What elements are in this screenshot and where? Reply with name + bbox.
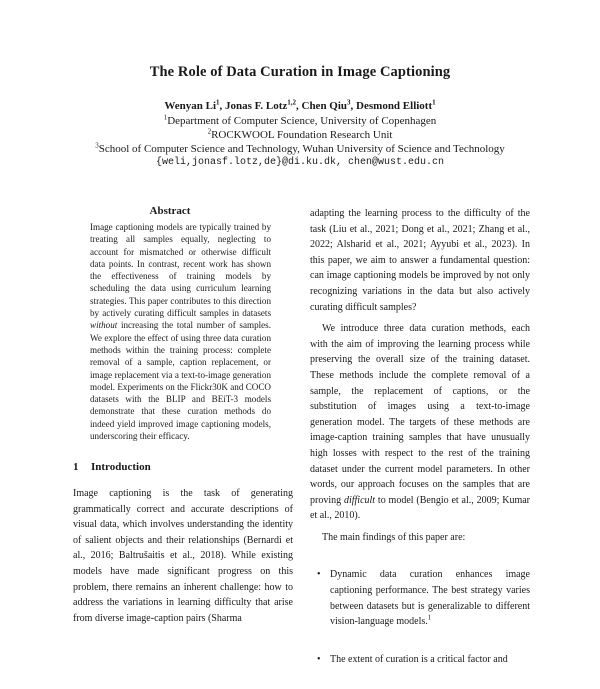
abstract-text xyxy=(90,221,271,442)
abstract-text-part: increasing the total number of samples. We explore the effect of using three data curation methods within the training process: complete removal of a sample, caption replacement, or image replacement via a text-to-image generation model. Experiments on the Flickr30K and COCO datasets with the BLIP and BEiT-3 models demonstrate that these curation methods do indeed yield improved image captioning models, underscoring their efficacy. xyxy=(90,320,271,442)
abstract-emphasis: without xyxy=(90,320,118,331)
author-name: Wenyan Li xyxy=(164,100,216,112)
paragraph-part: We introduce three data curation methods, each with the aim of improving the learning process while preserving the overall size of the training dataset. These methods include the complete removal of a sample, the replacement of captions, or the substitution of images using a text-to-image generation model. The targets of these methods are image-caption training samples that have unusually high losses with respect to the rest of the training dataset under the current model parameters. In other words, our approach focuses on the samples that are proving xyxy=(310,323,530,506)
paper-title: The Role of Data Curation in Image Captioning xyxy=(149,64,451,80)
section-title: Introduction xyxy=(91,461,151,473)
author-affil-mark: 1 xyxy=(216,98,220,107)
author-affil-mark: 1,2 xyxy=(287,98,296,107)
section-number: 1 xyxy=(73,461,79,473)
paragraph-part: to model (Bengio et al., 2009; Kumar et al., 2010). xyxy=(310,494,530,522)
author-list: Wenyan Li$^1$, Jonas F. Lotz$^{1,2}$, Chen Qiu$^3$, Desmond Elliott$^1$ xyxy=(164,98,436,112)
bullet-icon: • xyxy=(317,653,321,665)
affiliation-text: Department of Computer Science, University of Copenhagen xyxy=(167,115,437,127)
finding-item xyxy=(310,652,530,668)
paragraph: adapting the learning process to the difficulty of the task (Liu et al., 2021; Dong et al., 2021; Zhang et al., 2022; Alsharid et al., 2021; Ayyubi et al., 2023). In this paper, we aim to answer a fundamental question: can image captioning models be improved by not only recognizing variations in the data but also actively curating difficult samples? xyxy=(310,208,530,313)
author-emails[interactable]: {weli,jonasf.lotz,de}@di.ku.dk, chen@wust.edu.cn xyxy=(155,157,445,168)
abstract-heading: Abstract xyxy=(149,205,191,217)
affiliation-text: ROCKWOOL Foundation Research Unit xyxy=(211,129,393,141)
section-heading-introduction xyxy=(73,461,151,473)
finding-text: Dynamic data curation enhances image captioning performance. The best strategy varies between datasets but is generalizable to different vision-language models. xyxy=(330,569,530,628)
author-name: Jonas F. Lotz xyxy=(225,100,288,112)
bullet-icon: • xyxy=(317,569,321,581)
paragraph: Image captioning is the task of generating grammatically correct and accurate descriptions of visual data, which involves understanding the identity of salient objects and their relationships (Bernardi et al., 2016; Baltrušaitis et al., 2018). While existing models have made significant progress on this problem, there remains an inherent challenge: how to address the variations in learning difficulty that arise from diverse image-caption pairs (Sharma xyxy=(73,488,293,624)
author-affil-mark: 3 xyxy=(347,98,351,107)
author-affil-mark: 1 xyxy=(432,98,436,107)
author-name: Desmond Elliott xyxy=(356,100,433,112)
affiliation xyxy=(0,143,600,155)
introduction-text xyxy=(73,486,293,626)
affiliation xyxy=(0,115,600,127)
affiliation-mark: 3 xyxy=(95,141,99,150)
author-name: Chen Qiu xyxy=(301,100,348,112)
right-column xyxy=(310,206,530,689)
affiliation-mark: 1 xyxy=(163,113,168,122)
abstract-text-part: Image captioning models are typically trained by treating all samples equally, neglecting to account for mismatched or otherwise difficult data points. In contrast, recent work has shown the effectiveness of training models by scheduling the data using curriculum learning strategies. This paper contributes to this direction by actively curating difficult samples in datasets xyxy=(90,222,271,319)
affiliation-mark: 2 xyxy=(207,127,212,136)
finding-item xyxy=(310,567,530,629)
findings-list xyxy=(310,567,530,667)
finding-text: The extent of curation is a critical factor and xyxy=(330,653,508,665)
paragraph-emphasis: difficult xyxy=(343,494,376,506)
paragraph: The main findings of this paper are: xyxy=(322,531,466,543)
affiliation-text: School of Computer Science and Technology, Wuhan University of Science and Technology xyxy=(98,143,505,155)
paragraph xyxy=(310,321,530,524)
affiliation xyxy=(0,129,600,141)
footnote-mark[interactable]: 1 xyxy=(427,613,432,622)
